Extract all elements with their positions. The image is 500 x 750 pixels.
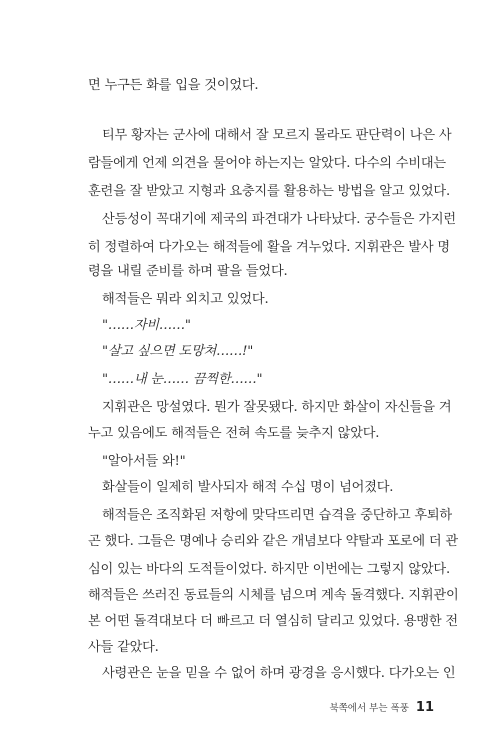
dialogue-line: "……내 눈…… 끔찍한……" (102, 372, 263, 387)
text-line: 티무 황자는 군사에 대해서 잘 모르지 몰라도 판단력이 나은 사 (102, 128, 452, 143)
dialogue-line: "알아서들 와!" (102, 454, 186, 469)
page-footer (329, 700, 434, 715)
running-title: 북쪽에서 부는 폭풍 (329, 703, 409, 714)
text-line: 훈련을 잘 받았고 지형과 요충지를 활용하는 방법을 알고 있었다. (88, 184, 450, 199)
text-line: 면 누구든 화를 입을 것이었다. (88, 78, 259, 93)
text-line: 히 정렬하여 다가오는 해적들에 활을 겨누었다. 지휘관은 발사 명 (88, 240, 450, 255)
text-line: 화살들이 일제히 발사되자 해적 수십 명이 넘어졌다. (102, 480, 394, 495)
text-line: 산등성이 꼭대기에 제국의 파견대가 나타났다. 궁수들은 가지런 (102, 212, 456, 227)
text-line: 심이 있는 바다의 도적들이었다. 하지만 이번에는 그렇지 않았다. (88, 562, 450, 577)
text-line: 해적들은 쓰러진 동료들의 시체를 넘으며 계속 돌격했다. 지휘관이 (88, 588, 459, 603)
text-line: 곤 했다. 그들은 명예나 승리와 같은 개념보다 약탈과 포로에 더 관 (88, 534, 458, 549)
text-line: 해적들은 뭐라 외치고 있었다. (102, 292, 269, 307)
text-line: 해적들은 조직화된 저항에 맞닥뜨리면 습격을 중단하고 후퇴하 (102, 508, 452, 523)
text-line: 누고 있음에도 해적들은 전혀 속도를 늦추지 않았다. (88, 426, 380, 441)
dialogue-line: "……자비……" (102, 318, 191, 333)
text-line: 사령관은 눈을 믿을 수 없어 하며 광경을 응시했다. 다가오는 인 (102, 666, 456, 681)
text-line: 본 어떤 돌격대보다 더 빠르고 더 열심히 달리고 있었다. 용맹한 전 (88, 614, 458, 629)
text-line: 령을 내릴 준비를 하며 팔을 들었다. (88, 264, 288, 279)
text-line: 지휘관은 망설였다. 뭔가 잘못됐다. 하지만 화살이 자신들을 겨 (102, 400, 452, 415)
page-number: 11 (415, 700, 434, 715)
text-line: 사들 같았다. (88, 640, 159, 655)
text-line: 람들에게 언제 의견을 물어야 하는지는 알았다. 다수의 수비대는 (88, 156, 446, 171)
dialogue-line: "살고 싶으면 도망쳐……!" (102, 344, 254, 359)
